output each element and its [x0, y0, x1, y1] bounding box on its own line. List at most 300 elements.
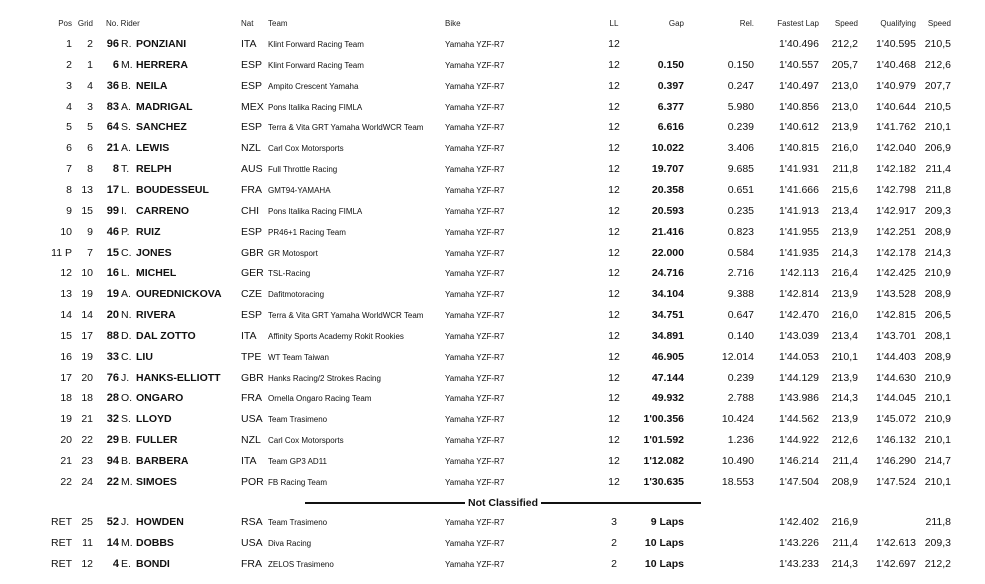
qualifying-speed-cell: 210,9: [924, 267, 951, 280]
qualifying-cell: 1'43.528: [876, 288, 916, 301]
rider-name: RELPH: [136, 163, 172, 176]
rider-initial: A.: [121, 100, 131, 113]
nat-cell: ITA: [241, 329, 257, 342]
pos-cell: 4: [66, 100, 72, 113]
nat-cell: CHI: [241, 204, 260, 217]
rider-number: 88: [106, 329, 119, 342]
header-team: Team: [268, 19, 288, 28]
rider-initial: M.: [121, 58, 133, 71]
nat-cell: GER: [241, 267, 264, 280]
rel-cell: 10.490: [721, 455, 754, 467]
team-cell: Klint Forward Racing Team: [268, 60, 364, 70]
rider-name: NEILA: [136, 79, 168, 92]
nat-cell: USA: [241, 413, 263, 426]
qualifying-cell: 1'45.072: [876, 413, 916, 426]
laps-cell: 12: [608, 246, 620, 259]
rel-cell: 12.014: [721, 350, 754, 363]
bike-cell: Yamaha YZF-R7: [445, 60, 505, 70]
qualifying-speed-cell: 210,1: [924, 434, 951, 447]
rider-number: 8: [112, 163, 119, 176]
qualifying-cell: 1'42.425: [876, 267, 916, 280]
team-cell: Carl Cox Motorsports: [268, 144, 344, 154]
rel-cell: 0.140: [727, 329, 754, 342]
rider-name: HANKS-ELLIOTT: [136, 371, 221, 384]
pos-cell: 6: [66, 142, 72, 155]
speed-cell: 214,3: [831, 246, 858, 259]
qualifying-cell: 1'40.468: [876, 58, 916, 71]
table-row: [0, 55, 985, 76]
team-cell: TSL-Racing: [268, 269, 311, 279]
rider-initial: C.: [121, 350, 132, 363]
bike-cell: Yamaha YZF-R7: [445, 269, 505, 279]
qualifying-speed-cell: 210,1: [924, 392, 951, 405]
rider-name: RIVERA: [136, 309, 176, 322]
qualifying-cell: 1'40.979: [876, 79, 916, 92]
rider-number: 21: [106, 142, 119, 155]
speed-cell: 211,4: [832, 536, 858, 549]
pos-cell: 7: [66, 163, 72, 176]
grid-cell: 22: [81, 434, 93, 447]
rider-name: MICHEL: [136, 267, 177, 280]
team-cell: Ampito Crescent Yamaha: [268, 81, 359, 91]
speed-cell: 213,0: [831, 79, 858, 92]
rider-number: 4: [112, 557, 119, 570]
rider-initial: A.: [121, 288, 131, 301]
grid-cell: 9: [87, 225, 93, 238]
table-row: [0, 284, 985, 305]
not-classified-separator: [305, 496, 701, 510]
qualifying-cell: 1'40.595: [876, 38, 916, 50]
rider-number: 20: [106, 309, 119, 322]
grid-cell: 6: [87, 142, 93, 155]
laps-cell: 12: [608, 79, 620, 92]
rel-cell: 0.647: [727, 309, 754, 322]
gap-cell: 1'00.356: [643, 413, 684, 426]
table-row: [0, 180, 985, 201]
pos-cell: RET: [51, 557, 72, 570]
rider-number: 33: [106, 350, 119, 363]
table-row: [0, 326, 985, 347]
nat-cell: NZL: [241, 434, 261, 447]
qualifying-cell: 1'46.132: [876, 434, 916, 447]
fastest-lap-cell: 1'43.039: [779, 329, 819, 342]
rider-name: DOBBS: [136, 536, 174, 549]
table-row: [0, 305, 985, 326]
header-grid: Grid: [77, 19, 93, 28]
gap-cell: 10 Laps: [644, 536, 684, 549]
rider-initial: A.: [121, 142, 131, 155]
gap-cell: 49.932: [651, 392, 684, 405]
nat-cell: FRA: [241, 183, 262, 196]
rider-number: 96: [106, 38, 119, 50]
laps-cell: 12: [608, 455, 620, 467]
rel-cell: 0.235: [727, 204, 754, 217]
pos-cell: 22: [60, 475, 72, 488]
table-row: [0, 409, 985, 430]
speed-cell: 214,3: [831, 557, 858, 570]
rider-name: JONES: [136, 246, 172, 259]
rider-name: SANCHEZ: [136, 121, 187, 134]
grid-cell: 25: [81, 516, 93, 528]
rider-initial: M.: [121, 536, 133, 549]
rel-cell: 3.406: [727, 142, 754, 155]
team-cell: Team Trasimeno: [268, 415, 328, 425]
qualifying-speed-cell: 214,7: [924, 455, 951, 467]
header-gap: Gap: [668, 19, 684, 28]
fastest-lap-cell: 1'41.913: [779, 204, 819, 217]
pos-cell: 20: [60, 434, 72, 447]
rider-number: 6: [112, 58, 119, 71]
fastest-lap-cell: 1'40.496: [779, 38, 819, 50]
bike-cell: Yamaha YZF-R7: [445, 40, 505, 49]
rider-initial: R.: [121, 38, 132, 50]
team-cell: Terra & Vita GRT Yamaha WorldWCR Team: [268, 311, 424, 321]
rider-initial: B.: [121, 455, 131, 467]
laps-cell: 2: [611, 536, 617, 549]
rider-initial: B.: [121, 434, 131, 447]
table-row: [0, 159, 985, 180]
table-row: [0, 243, 985, 264]
qualifying-cell: 1'43.701: [876, 329, 916, 342]
qualifying-cell: 1'44.045: [876, 392, 916, 405]
rider-initial: S.: [121, 413, 131, 426]
qualifying-speed-cell: 208,1: [924, 329, 951, 342]
rider-name: MADRIGAL: [136, 100, 193, 113]
qualifying-cell: 1'42.917: [876, 204, 916, 217]
fastest-lap-cell: 1'41.955: [779, 225, 819, 238]
rider-initial: J.: [121, 371, 130, 384]
qualifying-speed-cell: 210,5: [924, 100, 951, 113]
pos-cell: 18: [60, 392, 72, 405]
pos-cell: 3: [66, 79, 72, 92]
rider-initial: T.: [121, 163, 130, 176]
gap-cell: 1'30.635: [643, 475, 684, 488]
rider-number: 32: [106, 413, 119, 426]
table-row: [0, 34, 985, 55]
fastest-lap-cell: 1'40.856: [779, 100, 819, 113]
rider-number: 52: [106, 516, 119, 528]
team-cell: Dafitmotoracing: [268, 290, 325, 300]
rider-name: FULLER: [136, 434, 178, 447]
laps-cell: 12: [608, 163, 620, 176]
grid-cell: 19: [81, 350, 93, 363]
team-cell: Terra & Vita GRT Yamaha WorldWCR Team: [268, 123, 424, 133]
grid-cell: 17: [81, 329, 93, 342]
rider-initial: L.: [121, 267, 130, 280]
grid-cell: 11: [82, 536, 93, 549]
gap-cell: 6.616: [657, 121, 684, 134]
rider-number: 28: [106, 392, 119, 405]
speed-cell: 213,4: [831, 329, 858, 342]
rider-name: ONGARO: [136, 392, 184, 405]
qualifying-cell: 1'42.178: [876, 246, 916, 259]
gap-cell: 6.377: [657, 100, 684, 113]
rel-cell: 0.584: [727, 246, 754, 259]
rider-initial: M.: [121, 475, 133, 488]
rel-cell: 2.788: [727, 392, 754, 405]
pos-cell: 2: [66, 58, 72, 71]
rider-name: OUREDNICKOVA: [136, 288, 222, 301]
grid-cell: 14: [81, 309, 93, 322]
qualifying-speed-cell: 210,1: [924, 121, 951, 134]
speed-cell: 216,0: [831, 309, 858, 322]
qualifying-speed-cell: 210,9: [924, 413, 951, 426]
grid-cell: 23: [81, 455, 93, 467]
table-row: [0, 368, 985, 389]
gap-cell: 34.891: [651, 329, 684, 342]
laps-cell: 12: [608, 267, 620, 280]
qualifying-cell: 1'46.290: [876, 455, 916, 467]
qualifying-cell: 1'42.040: [876, 142, 916, 155]
bike-cell: Yamaha YZF-R7: [445, 352, 505, 362]
speed-cell: 211,8: [832, 163, 858, 176]
grid-cell: 21: [81, 413, 93, 426]
rider-initial: S.: [121, 121, 131, 134]
rel-cell: 0.651: [727, 183, 754, 196]
rider-name: HERRERA: [136, 58, 188, 71]
rider-number: 16: [106, 267, 119, 280]
gap-cell: 20.358: [651, 183, 684, 196]
rider-name: HOWDEN: [136, 516, 184, 528]
table-row: [0, 554, 985, 575]
nat-cell: NZL: [241, 142, 261, 155]
pos-cell: RET: [51, 536, 72, 549]
rider-number: 36: [106, 79, 119, 92]
grid-cell: 19: [81, 288, 93, 301]
nat-cell: GBR: [241, 246, 264, 259]
speed-cell: 205,7: [831, 58, 858, 71]
rider-number: 15: [106, 246, 119, 259]
laps-cell: 12: [608, 121, 620, 134]
rider-name: BONDI: [136, 557, 170, 570]
qualifying-speed-cell: 208,9: [924, 225, 951, 238]
nat-cell: POR: [241, 475, 264, 488]
rider-initial: I.: [121, 204, 127, 217]
gap-cell: 0.397: [657, 79, 684, 92]
fastest-lap-cell: 1'44.562: [779, 413, 819, 426]
speed-cell: 213,9: [831, 413, 858, 426]
header-speed: Speed: [834, 19, 858, 28]
laps-cell: 12: [608, 329, 620, 342]
table-row: [0, 222, 985, 243]
header-rel: Rel.: [739, 19, 754, 28]
pos-cell: 19: [60, 413, 72, 426]
rider-name: LIU: [136, 350, 153, 363]
nat-cell: ESP: [241, 309, 263, 322]
rider-initial: J.: [121, 516, 130, 528]
fastest-lap-cell: 1'40.497: [779, 79, 819, 92]
team-cell: Full Throttle Racing: [268, 165, 338, 175]
qualifying-cell: 1'47.524: [876, 475, 916, 488]
qualifying-speed-cell: 206,9: [924, 142, 951, 155]
rider-number: 19: [106, 288, 119, 301]
table-row: [0, 138, 985, 159]
table-row: [0, 347, 985, 368]
team-cell: PR46+1 Racing Team: [268, 227, 346, 237]
speed-cell: 213,9: [831, 288, 858, 301]
team-cell: GR Motosport: [268, 248, 318, 258]
table-row: [0, 263, 985, 284]
bike-cell: Yamaha YZF-R7: [445, 290, 505, 300]
table-row: [0, 512, 985, 533]
rider-number: 14: [106, 536, 119, 549]
gap-cell: 34.104: [651, 288, 684, 301]
grid-cell: 18: [81, 392, 93, 405]
qualifying-speed-cell: 210,1: [924, 475, 951, 488]
qualifying-speed-cell: 210,9: [924, 371, 951, 384]
rel-cell: 0.150: [727, 58, 754, 71]
header-speed-qualifying: Speed: [927, 19, 951, 28]
table-row: [0, 117, 985, 138]
rider-number: 83: [106, 100, 119, 113]
bike-cell: Yamaha YZF-R7: [445, 102, 505, 112]
rider-name: BARBERA: [136, 455, 189, 467]
table-row: [0, 76, 985, 97]
rider-name: RUIZ: [136, 225, 161, 238]
bike-cell: Yamaha YZF-R7: [445, 477, 505, 487]
team-cell: Affinity Sports Academy Rokit Rookies: [268, 331, 404, 341]
qualifying-speed-cell: 212,2: [924, 557, 951, 570]
nat-cell: ITA: [241, 38, 257, 50]
qualifying-speed-cell: 211,4: [925, 163, 951, 176]
fastest-lap-cell: 1'42.402: [779, 516, 819, 528]
grid-cell: 3: [87, 100, 93, 113]
grid-cell: 2: [87, 38, 93, 50]
bike-cell: Yamaha YZF-R7: [445, 185, 505, 195]
qualifying-cell: 1'42.815: [876, 309, 916, 322]
bike-cell: Yamaha YZF-R7: [445, 81, 505, 91]
laps-cell: 12: [608, 288, 620, 301]
speed-cell: 216,9: [831, 516, 858, 528]
gap-cell: 47.144: [651, 371, 684, 384]
laps-cell: 12: [608, 309, 620, 322]
gap-cell: 21.416: [651, 225, 684, 238]
rel-cell: 0.247: [727, 79, 754, 92]
laps-cell: 12: [608, 225, 620, 238]
grid-cell: 5: [87, 121, 93, 134]
rider-name: SIMOES: [136, 475, 177, 488]
qualifying-speed-cell: 210,5: [924, 38, 951, 50]
header-fastest-lap: Fastest Lap: [777, 19, 819, 28]
nat-cell: ITA: [241, 455, 257, 467]
pos-cell: 21: [60, 455, 72, 467]
header-no-rider: No. Rider: [106, 19, 140, 28]
rider-initial: L.: [121, 183, 130, 196]
pos-cell: 15: [60, 329, 72, 342]
fastest-lap-cell: 1'43.986: [779, 392, 819, 405]
fastest-lap-cell: 1'42.814: [779, 288, 819, 301]
pos-cell: 1: [66, 38, 72, 50]
rider-name: BOUDESSEUL: [136, 183, 209, 196]
nat-cell: CZE: [241, 288, 262, 301]
qualifying-cell: 1'44.403: [876, 350, 916, 363]
laps-cell: 12: [608, 183, 620, 196]
gap-cell: 22.000: [651, 246, 684, 259]
table-row: [0, 388, 985, 409]
bike-cell: Yamaha YZF-R7: [445, 206, 505, 216]
laps-cell: 12: [608, 475, 620, 488]
nat-cell: ESP: [241, 79, 263, 92]
laps-cell: 12: [608, 413, 620, 426]
grid-cell: 1: [87, 58, 93, 71]
rider-initial: O.: [121, 392, 133, 405]
gap-cell: 19.707: [651, 163, 684, 176]
team-cell: Hanks Racing/2 Strokes Racing: [268, 373, 381, 383]
team-cell: GMT94-YAMAHA: [268, 185, 331, 195]
speed-cell: 213,9: [831, 121, 858, 134]
grid-cell: 7: [87, 246, 93, 259]
grid-cell: 15: [81, 204, 93, 217]
separator-line-right: [541, 502, 701, 504]
fastest-lap-cell: 1'43.233: [779, 557, 819, 570]
bike-cell: Yamaha YZF-R7: [445, 144, 505, 154]
gap-cell: 1'12.082: [643, 455, 684, 467]
bike-cell: Yamaha YZF-R7: [445, 436, 505, 446]
qualifying-cell: 1'42.697: [876, 557, 916, 570]
team-cell: Klint Forward Racing Team: [268, 40, 364, 49]
fastest-lap-cell: 1'44.053: [779, 350, 819, 363]
header-ll: LL: [609, 19, 619, 28]
pos-cell: 5: [66, 121, 72, 134]
pos-cell: 13: [60, 288, 72, 301]
rider-number: 22: [106, 475, 119, 488]
grid-cell: 13: [81, 183, 93, 196]
rider-initial: E.: [121, 557, 131, 570]
qualifying-cell: 1'40.644: [876, 100, 916, 113]
bike-cell: Yamaha YZF-R7: [445, 373, 505, 383]
team-cell: Carl Cox Motorsports: [268, 436, 344, 446]
nat-cell: ESP: [241, 225, 263, 238]
gap-cell: 0.150: [657, 58, 684, 71]
header-nat: Nat: [241, 19, 254, 28]
bike-cell: Yamaha YZF-R7: [445, 518, 505, 527]
header-pos: Pos: [58, 19, 72, 28]
rider-initial: D.: [121, 329, 132, 342]
rel-cell: 10.424: [721, 413, 754, 426]
rider-initial: C.: [121, 246, 132, 259]
grid-cell: 20: [81, 371, 93, 384]
bike-cell: Yamaha YZF-R7: [445, 415, 505, 425]
rel-cell: 0.239: [727, 371, 754, 384]
rider-name: LLOYD: [136, 413, 172, 426]
rider-initial: N.: [121, 309, 132, 322]
speed-cell: 211,4: [832, 455, 858, 467]
qualifying-cell: 1'42.798: [876, 183, 916, 196]
bike-cell: Yamaha YZF-R7: [445, 331, 505, 341]
qualifying-speed-cell: 211,8: [925, 183, 951, 196]
header-qualifying: Qualifying: [880, 19, 916, 28]
team-cell: Team Trasimeno: [268, 518, 328, 527]
team-cell: WT Team Taiwan: [268, 352, 329, 362]
pos-cell: 9: [66, 204, 72, 217]
qualifying-speed-cell: 209,3: [924, 536, 951, 549]
fastest-lap-cell: 1'47.504: [779, 475, 819, 488]
laps-cell: 12: [608, 371, 620, 384]
pos-cell: 17: [60, 371, 72, 384]
fastest-lap-cell: 1'41.666: [779, 183, 819, 196]
rider-number: 17: [106, 183, 119, 196]
fastest-lap-cell: 1'42.470: [779, 309, 819, 322]
bike-cell: Yamaha YZF-R7: [445, 123, 505, 133]
speed-cell: 214,3: [831, 392, 858, 405]
pos-cell: RET: [51, 516, 72, 528]
bike-cell: Yamaha YZF-R7: [445, 248, 505, 258]
rel-cell: 5.980: [727, 100, 754, 113]
gap-cell: 1'01.592: [643, 434, 684, 447]
nat-cell: ESP: [241, 58, 263, 71]
qualifying-speed-cell: 208,9: [924, 288, 951, 301]
rider-number: 94: [106, 455, 119, 467]
